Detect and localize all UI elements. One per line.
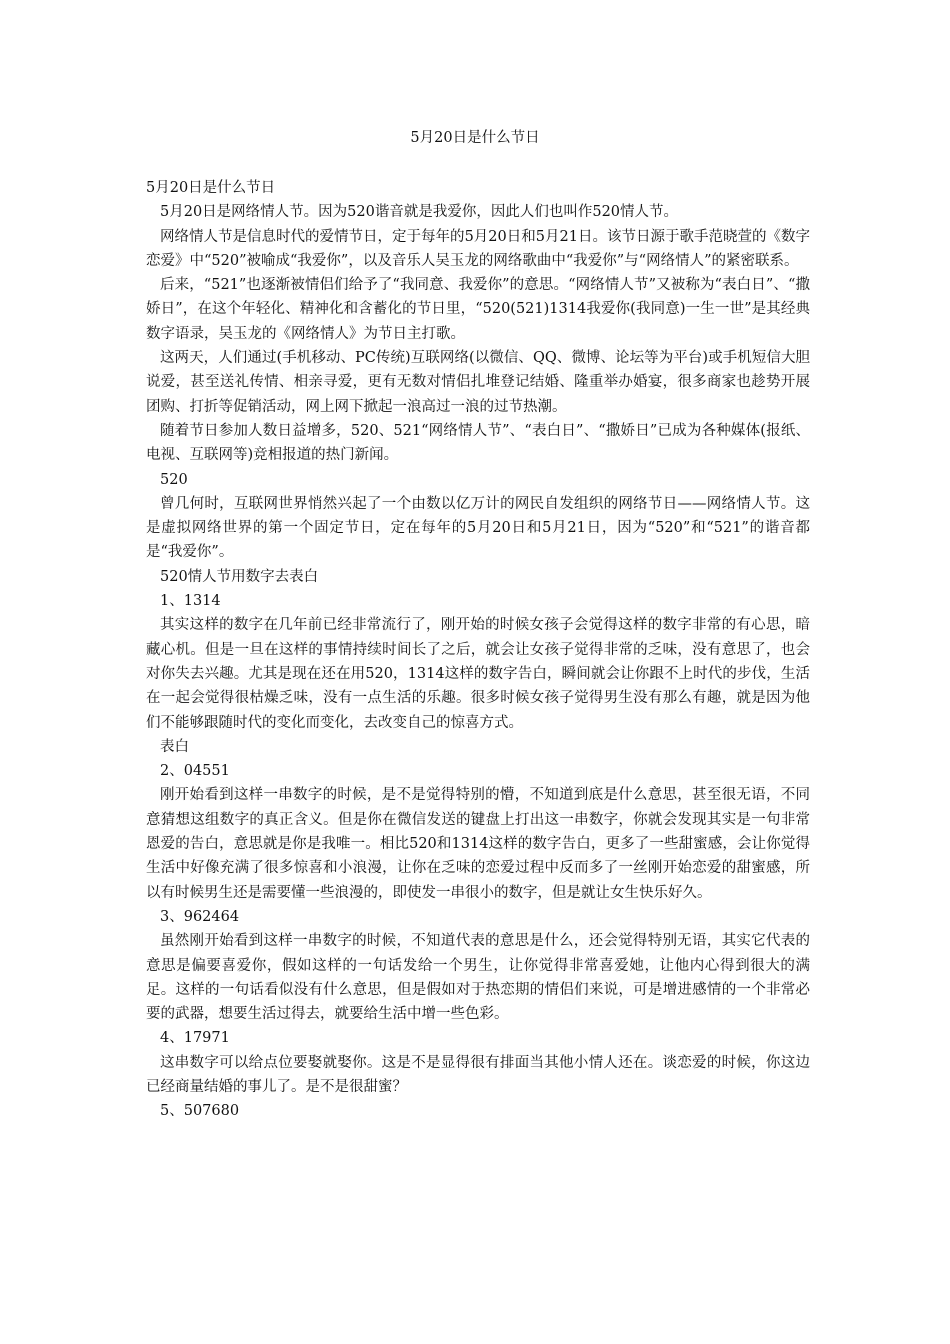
paragraph: 5月20日是什么节日 (146, 180, 276, 196)
paragraph: 虽然刚开始看到这样一串数字的时候，不知道代表的意思是什么，还会觉得特别无语，其实它代表的意思是偏要喜爱你，假如这样的一句话发给一个男生，让你觉得非常喜爱她，让他内心得到很大的满足。这样的一句话看似没有什么意思，但是假如对于热恋期的情侣们来说，可是增进感情的一个非常必要的武器，想要生活过得去，就要给生活中增一些色彩。 (146, 933, 810, 1023)
paragraph: 3、962464 (160, 908, 240, 925)
paragraph: 随着节日参加人数日益增多，520、521“网络情人节”、“表白日”、“撒娇日”已成为各种媒体(报纸、电视、互联网等)竞相报道的热门新闻。 (146, 422, 810, 464)
document-body (146, 176, 810, 1124)
paragraph: 这两天，人们通过(手机移动、PC传统)互联网络(以微信、QQ、微博、论坛等为平台)或手机短信大胆说爱，甚至送礼传情、相亲寻爱，更有无数对情侣扎堆登记结婚、隆重举办婚宴，很多商家也趁势开展团购、打折等促销活动，网上网下掀起一浪高过一浪的过节热潮。 (146, 350, 810, 415)
paragraph: 1、1314 (160, 593, 221, 610)
paragraph: 这串数字可以给点位要娶就娶你。这是不是显得很有排面当其他小情人还在。谈恋爱的时候，你这边已经商量结婚的事儿了。是不是很甜蜜？ (146, 1054, 810, 1095)
paragraph: 5月20日是网络情人节。因为520谐音就是我爱你，因此人们也叫作520情人节。 (160, 204, 679, 221)
paragraph: 520情人节用数字去表白 (160, 568, 319, 585)
paragraph: 其实这样的数字在几年前已经非常流行了，刚开始的时候女孩子会觉得这样的数字非常的有心思，暗藏心机。但是一旦在这样的事情持续时间长了之后，就会让女孩子觉得非常的乏味，没有意思了，也会对你失去兴趣。尤其是现在还在用520，1314这样的数字告白，瞬间就会让你跟不上时代的步伐，生活在一起会觉得很枯燥乏味，没有一点生活的乐趣。很多时候女孩子觉得男生没有那么有趣，就是因为他们不能够跟随时代的变化而变化，去改变自己的惊喜方式。 (146, 617, 810, 731)
paragraph: 网络情人节是信息时代的爱情节日，定于每年的5月20日和5月21日。该节日源于歌手范晓萱的《数字恋爱》中“520”被喻成“我爱你”，以及音乐人吴玉龙的网络歌曲中“我爱你”与“网络情人”的紧密联系。 (146, 228, 810, 269)
paragraph: 后来，“521”也逐渐被情侣们给予了“我同意、我爱你”的意思。“网络情人节”又被称为“表白日”、“撒娇日”，在这个年轻化、精神化和含蓄化的节日里，“520(521)1314我爱你(我同意)一生一世”是其经典数字语录，吴玉龙的《网络情人》为节日主打歌。 (146, 277, 810, 342)
paragraph: 5、507680 (160, 1103, 240, 1120)
paragraph: 4、17971 (160, 1030, 230, 1047)
paragraph: 刚开始看到这样一串数字的时候，是不是觉得特别的懵，不知道到底是什么意思，甚至很无语，不同意猜想这组数字的真正含义。但是你在微信发送的键盘上打出这一串数字，你就会发现其实是一句非常恩爱的告白，意思就是你是我唯一。相比520和1314这样的数字告白，更多了一些甜蜜感，会让你觉得生活中好像充满了很多惊喜和小浪漫，让你在乏味的恋爱过程中反而多了一丝刚开始恋爱的甜蜜感，所以有时候男生还是需要懂一些浪漫的，即使发一串很小的数字，但是就让女生快乐好久。 (146, 787, 810, 901)
paragraph: 曾几何时，互联网世界悄然兴起了一个由数以亿万计的网民自发组织的网络节日——网络情人节。这是虚拟网络世界的第一个固定节日，定在每年的5月20日和5月21日，因为“520”和“521”的谐音都是“我爱你”。 (146, 495, 810, 561)
paragraph: 2、04551 (160, 763, 230, 780)
document-title: 5月20日是什么节日 (410, 130, 540, 146)
paragraph: 520 (160, 471, 188, 488)
paragraph: 表白 (160, 738, 189, 755)
